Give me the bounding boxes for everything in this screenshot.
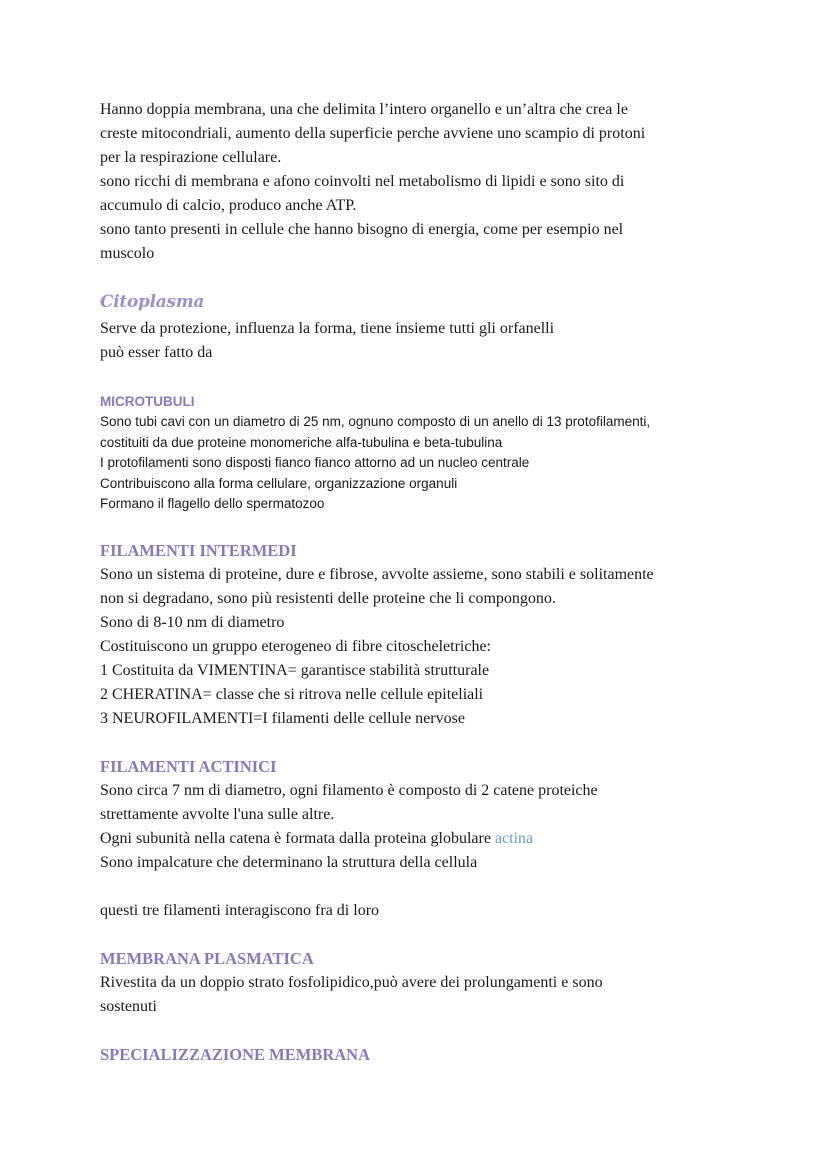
text-line: 1 Costituita da VIMENTINA= garantisce stabilità strutturale <box>100 661 490 679</box>
membrana-plasmatica-paragraph <box>100 971 740 1019</box>
text-line: I protofilamenti sono disposti fianco fianco attorno ad un nucleo centrale <box>100 455 530 470</box>
text-line: 2 CHERATINA= classe che si ritrova nelle cellule epiteliali <box>100 685 484 703</box>
text-line: muscolo <box>100 245 155 262</box>
text-line: Serve da protezione, influenza la forma, tiene insieme tutti gli orfanelli <box>100 320 555 337</box>
filamenti-intermedi-heading: FILAMENTI INTERMEDI <box>100 540 297 560</box>
text-line: 3 NEUROFILAMENTI=I filamenti delle cellule nervose <box>100 709 465 727</box>
text-line: Sono un sistema di proteine, dure e fibrose, avvolte assieme, sono stabili e solitamente <box>100 565 654 583</box>
text-line: per la respirazione cellulare. <box>100 149 282 166</box>
text-line: creste mitocondriali, aumento della superficie perche avviene uno scampio di protoni <box>100 125 646 142</box>
text-line: Formano il flagello dello spermatozoo <box>100 496 325 511</box>
text-line <box>100 827 740 851</box>
text-line: Costituiscono un gruppo eterogeneo di fibre citoscheletriche: <box>100 637 491 655</box>
citoplasma-heading: Citoplasma <box>100 292 205 312</box>
text-line: Hanno doppia membrana, una che delimita l’intero organello e un’altra che crea le <box>100 101 628 118</box>
specializzazione-membrana-heading: SPECIALIZZAZIONE MEMBRANA <box>100 1044 370 1064</box>
text-line: strettamente avvolte l'una sulle altre. <box>100 805 335 823</box>
text-span: Ogni subunità nella catena è formata dalla proteina globulare <box>100 829 495 847</box>
document-page <box>100 98 740 1067</box>
text-line: Sono impalcature che determinano la struttura della cellula <box>100 853 478 871</box>
text-line: accumulo di calcio, produco anche ATP. <box>100 197 357 214</box>
text-line: Sono tubi cavi con un diametro di 25 nm, ognuno composto di un anello di 13 protofilamenti, <box>100 414 651 429</box>
microtubuli-paragraph <box>100 412 740 515</box>
text-line: Contribuiscono alla forma cellulare, organizzazione organuli <box>100 475 458 491</box>
text-line: sono tanto presenti in cellule che hanno bisogno di energia, come per esempio nel <box>100 221 624 238</box>
microtubuli-heading: MICROTUBULI <box>100 394 195 409</box>
filamenti-intermedi-paragraph <box>100 563 740 731</box>
text-line: Sono circa 7 nm di diametro, ogni filamento è composto di 2 catene proteiche <box>100 781 598 799</box>
filamenti-actinici-paragraph <box>100 779 740 875</box>
text-line: sono ricchi di membrana e afono coinvolti nel metabolismo di lipidi e sono sito di <box>100 173 625 190</box>
text-line: può esser fatto da <box>100 344 213 361</box>
citoplasma-paragraph <box>100 317 740 365</box>
text-line: Rivestita da un doppio strato fosfolipidico,può avere dei prolungamenti e sono <box>100 973 603 991</box>
membrana-plasmatica-heading: MEMBRANA PLASMATICA <box>100 948 314 968</box>
note-line: questi tre filamenti interagiscono fra di loro <box>100 901 380 919</box>
text-line: non si degradano, sono più resistenti delle proteine che li compongono. <box>100 589 556 607</box>
text-line: Sono di 8-10 nm di diametro <box>100 613 285 631</box>
text-line: costituiti da due proteine monomeriche alfa-tubulina e beta-tubulina <box>100 434 503 450</box>
filamenti-actinici-heading: FILAMENTI ACTINICI <box>100 756 277 776</box>
mitocondri-paragraph <box>100 98 740 266</box>
actina-link[interactable]: actina <box>494 829 534 847</box>
text-line: sostenuti <box>100 997 157 1015</box>
